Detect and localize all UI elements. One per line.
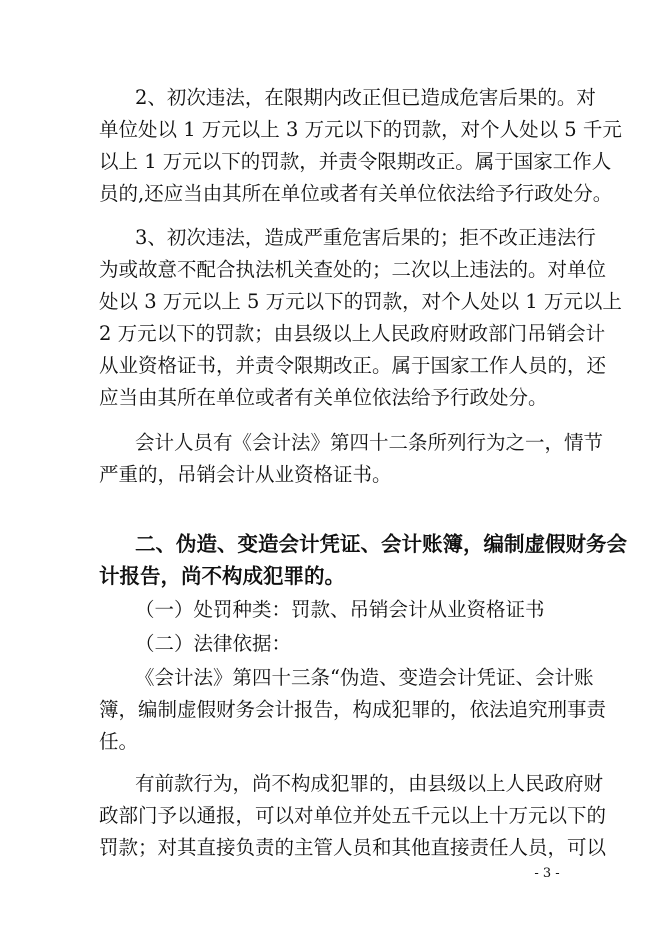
paragraph-line: （一）处罚种类：罚款、吊销会计从业资格证书 <box>135 598 545 621</box>
paragraph-line: 任。 <box>99 730 139 753</box>
paragraph-line: 以上 1 万元以下的罚款，并责令限期改正。属于国家工作人 <box>99 150 612 173</box>
paragraph-line: 有前款行为，尚不构成犯罪的，由县级以上人民政府财 <box>135 772 604 795</box>
paragraph-line: 单位处以 1 万元以上 3 万元以下的罚款，对个人处以 5 千元 <box>99 118 622 141</box>
paragraph-line: （二）法律依据： <box>135 632 292 655</box>
paragraph-line: 严重的，吊销会计从业资格证书。 <box>99 463 392 486</box>
section-heading: 计报告，尚不构成犯罪的。 <box>99 564 345 588</box>
paragraph-line: 员的,还应当由其所在单位或者有关单位依法给予行政处分。 <box>99 182 613 205</box>
paragraph-line: 应当由其所在单位或者有关单位依法给予行政处分。 <box>99 386 548 409</box>
paragraph-line: 3、初次违法，造成严重危害后果的；拒不改正违法行 <box>135 226 596 249</box>
paragraph-line: 从业资格证书，并责令限期改正。属于国家工作人员的，还 <box>99 354 607 377</box>
paragraph-line: 簿，编制虚假财务会计报告，构成犯罪的，依法追究刑事责 <box>99 698 607 721</box>
paragraph-line: 2 万元以下的罚款；由县级以上人民政府财政部门吊销会计 <box>99 322 606 345</box>
page-number: - 3 - <box>534 866 560 881</box>
paragraph-line: 《会计法》第四十三条“伪造、变造会计凭证、会计账 <box>135 666 594 689</box>
paragraph-line: 会计人员有《会计法》第四十二条所列行为之一，情节 <box>135 431 604 454</box>
section-heading: 二、伪造、变造会计凭证、会计账簿，编制虚假财务会 <box>135 532 627 556</box>
paragraph-line: 罚款；对其直接负责的主管人员和其他直接责任人员，可以 <box>99 836 607 859</box>
paragraph-line: 政部门予以通报，可以对单位并处五千元以上十万元以下的 <box>99 804 607 827</box>
paragraph-line: 处以 3 万元以上 5 万元以下的罚款，对个人处以 1 万元以上 <box>99 290 622 313</box>
paragraph-line: 为或故意不配合执法机关查处的；二次以上违法的。对单位 <box>99 258 607 281</box>
paragraph-line: 2、初次违法，在限期内改正但已造成危害后果的。对 <box>135 86 596 109</box>
